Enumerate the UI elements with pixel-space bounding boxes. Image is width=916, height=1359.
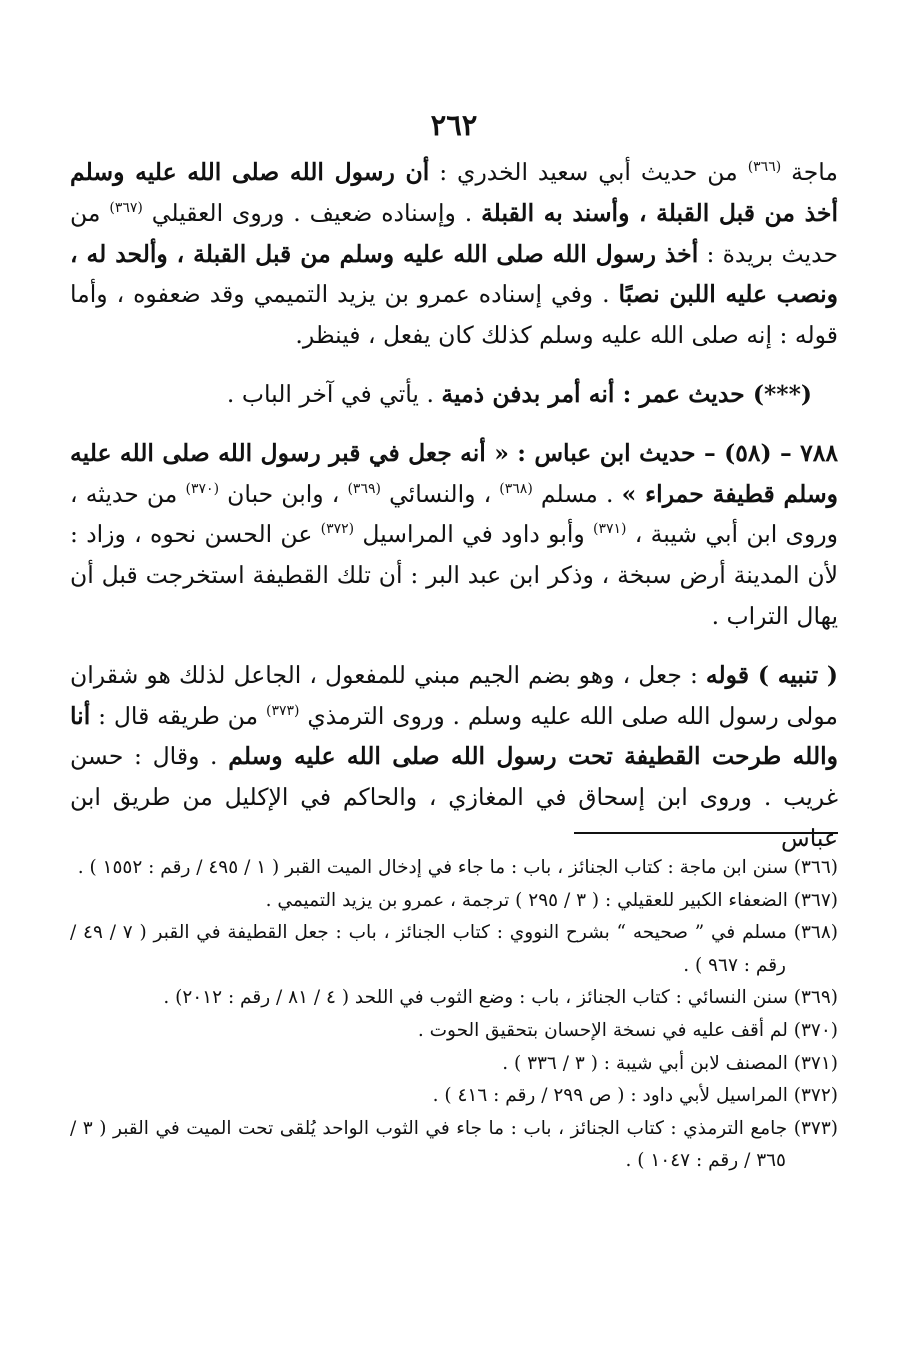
text-run: من حديث بريدة : xyxy=(70,198,838,268)
footnote-ref: (٣٦٩) xyxy=(347,480,381,497)
text-run: ، وابن حبان xyxy=(219,479,348,508)
footnote-ref: (٣٧٢) xyxy=(320,521,355,538)
text-run: ماجة xyxy=(781,158,838,186)
paragraph xyxy=(70,152,838,356)
text-run: من حديثه ، وروى ابن أبي شيبة ، xyxy=(70,479,838,549)
footnote: (٣٧١) المصنف لابن أبي شيبة : ( ٣ / ٣٣٦ ) . xyxy=(502,1052,838,1074)
book-page xyxy=(70,0,838,1359)
text-run: من حديث أبي سعيد الخدري : xyxy=(429,158,748,186)
page-number: ٢٦٢ xyxy=(430,108,478,142)
footnotes xyxy=(70,852,838,1178)
footnote: (٣٦٨) مسلم في ” صحيحه “ بشرح النووي : كتاب الجنائز ، باب : جعل القطيفة في القبر ( ٧ / ٤٩ / رقم : ٩٦٧ ) . xyxy=(70,922,838,976)
bold-text: أخذ رسول الله صلى الله عليه وسلم من قبل القبلة ، وألحد له ، ونصب عليه اللبن نصبًا xyxy=(70,239,839,309)
footnote: (٣٧٣) جامع الترمذي : كتاب الجنائز ، باب : ما جاء في الثوب الواحد يُلقى تحت الميت في القبر ( ٣ / ٣٦٥ / رقم : ١٠٤٧ ) . xyxy=(70,1117,838,1172)
bold-text: أنا والله طرحت القطيفة تحت رسول الله صلى الله عليه وسلم xyxy=(70,701,838,771)
text-run: . وفي إسناده عمرو بن يزيد التميمي وقد ضعفوه ، وأما قوله : إنه صلى الله عليه وسلم كذلك كان يفعل ، فينظر. xyxy=(70,280,838,350)
footnote: (٣٦٩) سنن النسائي : كتاب الجنائز ، باب : وضع الثوب في اللحد ( ٤ / ٨١ / رقم : ٢٠١٢) . xyxy=(163,987,838,1009)
footnote-separator xyxy=(574,832,838,834)
paragraph xyxy=(70,374,838,415)
text-run: . مسلم xyxy=(532,479,622,508)
footnote: (٣٦٦) سنن ابن ماجة : كتاب الجنائز ، باب : ما جاء في إدخال الميت القبر ( ١ / ٤٩٥ / رقم : ١٥٥٢ ) . xyxy=(77,857,838,878)
bold-text: (***) حديث عمر : أنه أمر بدفن ذمية xyxy=(441,379,812,408)
footnote: (٣٧٢) المراسيل لأبي داود : ( ص ٢٩٩ / رقم : ٤١٦ ) . xyxy=(432,1085,838,1107)
bold-text: ٧٨٨ – (٥٨) – حديث ابن عباس : « أنه جعل في قبر رسول الله صلى الله عليه وسلم قطيفة حمراء » xyxy=(70,438,839,508)
text-run: . يأتي في آخر الباب . xyxy=(226,379,442,408)
footnote: (٣٦٧) الضعفاء الكبير للعقيلي : ( ٣ / ٢٩٥ ) ترجمة ، عمرو بن يزيد التميمي . xyxy=(265,889,838,911)
footnote: (٣٧٠) لم أقف عليه في نسخة الإحسان بتحقيق الحوت . xyxy=(417,1019,838,1041)
footnote-ref: (٣٧٣) xyxy=(266,702,300,719)
paragraph xyxy=(70,655,838,859)
bold-text: أن رسول الله صلى الله عليه وسلم أخذ من قبل القبلة ، وأسند به القبلة xyxy=(70,158,838,227)
paragraph xyxy=(70,433,838,637)
text-run: ، والنسائي xyxy=(380,479,500,508)
text-run: من طريقه قال : xyxy=(90,701,266,730)
footnote-ref: (٣٦٧) xyxy=(109,199,143,216)
bold-text: ( تنبيه ) قوله xyxy=(705,660,838,689)
text-run: . وقال : حسن غريب . وروى ابن إسحاق في المغازي ، والحاكم في الإكليل من طريق ابن عباس xyxy=(70,742,838,852)
footnote-ref: (٣٦٦) xyxy=(747,159,782,175)
footnote-ref: (٣٧٠) xyxy=(185,480,220,497)
text-run: عن الحسن نحوه ، وزاد : لأن المدينة أرض سبخة ، وذكر ابن عبد البر : أن تلك القطيفة استخرجت قبل أن يهال التراب . xyxy=(70,520,838,630)
footnote-ref: (٣٦٨) xyxy=(499,480,533,497)
text-run: وأبو داود في المراسيل xyxy=(354,520,594,549)
main-text xyxy=(70,152,838,859)
text-run: : جعل ، وهو بضم الجيم مبني للمفعول ، الجاعل لذلك هو شقران مولى رسول الله صلى الله عليه وسلم . وروى الترمذي xyxy=(70,660,838,730)
text-run: . وإسناده ضعيف . وروى العقيلي xyxy=(142,198,482,227)
footnote-ref: (٣٧١) xyxy=(593,521,627,538)
